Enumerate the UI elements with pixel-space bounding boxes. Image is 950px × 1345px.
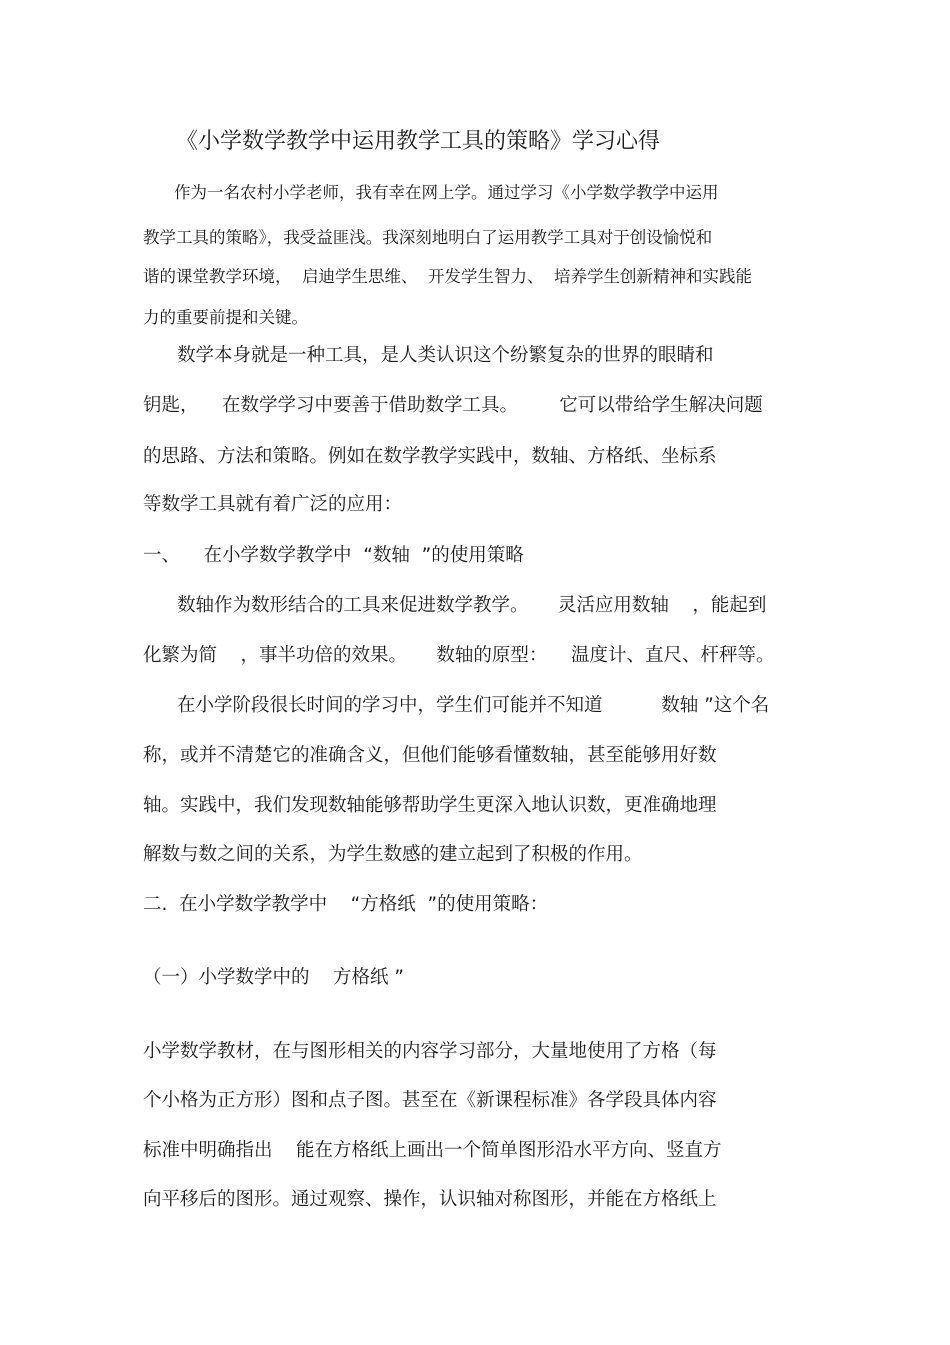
text-line: 数轴作为数形结合的工具来促进数学教学。 灵活应用数轴 ，能起到 — [177, 595, 767, 616]
text-line: 标准中明确指出 能在方格纸上画出一个简单图形沿水平方向、竖直方 — [143, 1140, 722, 1161]
text-line: 解数与数之间的关系，为学生数感的建立起到了积极的作用。 — [143, 844, 643, 865]
text-line: 数学本身就是一种工具，是人类认识这个纷繁复杂的世界的眼睛和 — [177, 345, 714, 366]
text-line: 教学工具的策略》，我受益匪浅。我深刻地明白了运用教学工具对于创设愉悦和 — [143, 228, 713, 247]
section-heading: 一、 在小学数学教学中 “数轴 ”的使用策略 — [143, 545, 524, 566]
text-line: 化繁为简 ，事半功倍的效果。 数轴的原型： 温度计、直尺、杆秤等。 — [143, 645, 775, 666]
text-line: 谐的课堂教学环境， 启迪学生思维、 开发学生智力、 培养学生创新精神和实践能 — [143, 267, 752, 286]
subsection-heading: （一）小学数学中的 方格纸 ” — [143, 967, 404, 988]
text-line: 称，或并不清楚它的准确含义，但他们能够看懂数轴，甚至能够用好数 — [143, 745, 717, 766]
text-line: 在小学阶段很长时间的学习中，学生们可能并不知道 数轴 ”这个名 — [177, 695, 770, 716]
section-heading: 二. 在小学数学教学中 “方格纸 ”的使用策略： — [143, 894, 549, 915]
text-line: 钥匙， 在数学学习中要善于借助数学工具。 它可以带给学生解决问题 — [143, 395, 763, 416]
text-line: 作为一名农村小学老师，我有幸在网上学。通过学习《小学数学教学中运用 — [174, 183, 719, 202]
text-line: 个小格为正方形）图和点子图。甚至在《新课程标准》各学段具体内容 — [143, 1090, 717, 1111]
text-line: 等数学工具就有着广泛的应用： — [143, 494, 403, 515]
text-line: 力的重要前提和关键。 — [143, 308, 308, 327]
text-line: 向平移后的图形。通过观察、操作，认识轴对称图形，并能在方格纸上 — [143, 1189, 717, 1210]
page-title: 《小学数学教学中运用教学工具的策略》学习心得 — [176, 129, 661, 154]
text-line: 轴。实践中，我们发现数轴能够帮助学生更深入地认识数，更准确地理 — [143, 795, 717, 816]
text-line: 小学数学教材，在与图形相关的内容学习部分，大量地使用了方格（每 — [143, 1041, 717, 1062]
text-line: 的思路、方法和策略。例如在数学教学实践中，数轴、方格纸、坐标系 — [143, 446, 717, 467]
